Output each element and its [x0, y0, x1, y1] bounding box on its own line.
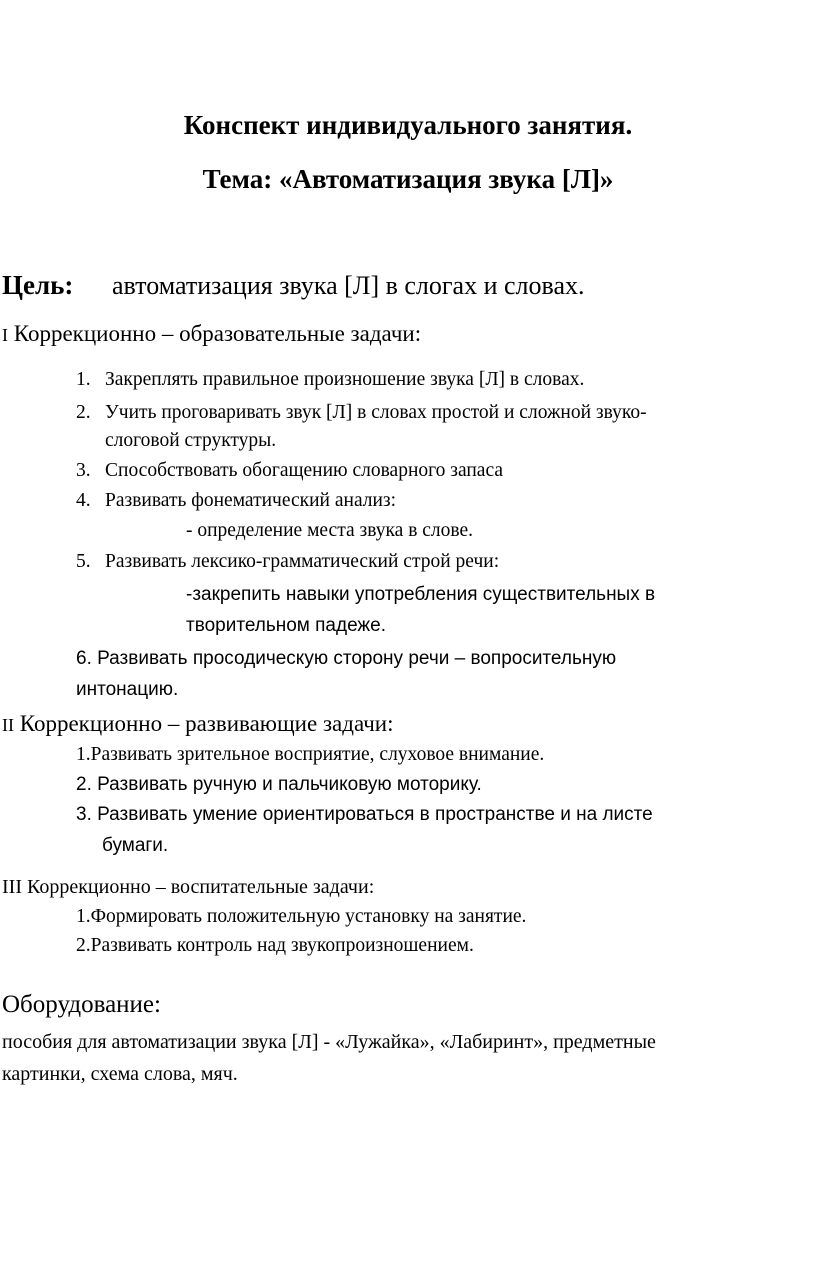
section1-numeral: I — [2, 325, 8, 345]
section2-numeral: II — [2, 715, 14, 735]
section1-item-3: Способствовать обогащению словарного запаса — [105, 460, 504, 481]
section1-item-4: Развивать фонематический анализ: — [105, 490, 397, 511]
section1-item-6: 6. Развивать просодическую сторону речи – вопросительную — [76, 648, 617, 669]
equipment-line-2: картинки, схема слова, мяч. — [2, 1063, 238, 1085]
section3-heading — [2, 876, 374, 899]
section1-item-1-num: 1. — [76, 369, 91, 390]
section1-heading-text: Коррекционно – образовательные задачи: — [13, 321, 422, 346]
goal-label: Цель: — [2, 270, 74, 300]
section1-item-2-num: 2. — [76, 402, 91, 423]
goal-text: автоматизация звука [Л] в слогах и словах. — [112, 271, 585, 300]
section1-heading — [2, 321, 421, 347]
section1-item-2: Учить проговаривать звук [Л] в словах простой и сложной звуко- — [105, 402, 647, 423]
section2-item-3: 3. Развивать умение ориентироваться в пространстве и на листе — [76, 804, 653, 825]
section2-item-1: 1.Развивать зрительное восприятие, слуховое внимание. — [76, 744, 545, 765]
equipment-label: Оборудование: — [2, 991, 161, 1018]
section2-heading — [2, 711, 394, 737]
section1-item-4-num: 4. — [76, 490, 91, 511]
section1-item-3-num: 3. — [76, 460, 91, 481]
section1-item-5-sub-cont: творительном падеже. — [186, 615, 386, 636]
document-title: Конспект индивидуального занятия. — [183, 110, 633, 140]
section1-item-2-cont: слоговой структуры. — [105, 430, 277, 451]
section3-item-2: 2.Развивать контроль над звукопроизношением. — [76, 935, 474, 956]
section3-heading-text: Коррекционно – воспитательные задачи: — [26, 876, 375, 898]
section1-item-5-sub: -закрепить навыки употребления существительных в — [186, 584, 656, 605]
section1-item-1: Закреплять правильное произношение звука [Л] в словах. — [105, 369, 585, 390]
section2-heading-text: Коррекционно – развивающие задачи: — [19, 711, 394, 736]
section1-item-5: Развивать лексико-грамматический строй речи: — [105, 551, 500, 572]
section1-item-6-cont: интонацию. — [76, 679, 179, 700]
document-topic: Тема: «Автоматизация звука [Л]» — [202, 164, 614, 194]
section1-item-4-sub: - определение места звука в слове. — [186, 520, 474, 541]
section1-item-5-num: 5. — [76, 551, 91, 572]
section2-item-2: 2. Развивать ручную и пальчиковую моторику. — [76, 774, 482, 795]
section2-item-3-cont: бумаги. — [102, 835, 169, 856]
section3-item-1: 1.Формировать положительную установку на занятие. — [76, 906, 527, 927]
equipment-line-1: пособия для автоматизации звука [Л] - «Лужайка», «Лабиринт», предметные — [2, 1031, 656, 1053]
section3-numeral: III — [2, 876, 22, 898]
